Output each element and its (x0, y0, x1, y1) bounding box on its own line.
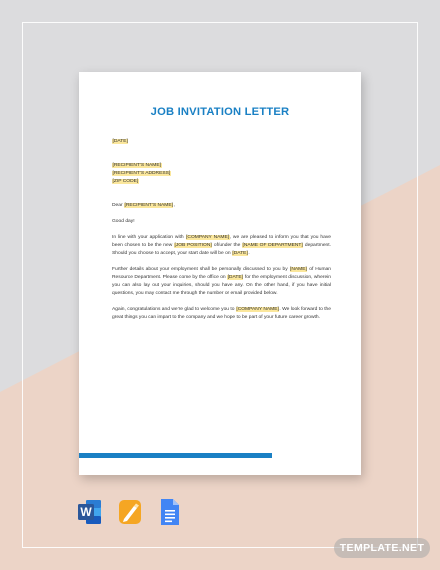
pages-icon[interactable] (118, 498, 142, 526)
zip-code-line (112, 178, 331, 186)
hr-name-placeholder: [NAME] (290, 267, 307, 272)
recipient-name-placeholder: [RECIPIENT'S NAME] (112, 163, 161, 168)
p1-text-4: department. Should you choose to accept, your start date will be on (112, 243, 331, 256)
p3-text-2: . We look forward to the great things you can impart to the company and we hope to be part of your future career growth. (112, 307, 331, 320)
zip-code-placeholder: [ZIP CODE] (112, 179, 139, 184)
paragraph-closing (112, 306, 331, 322)
google-docs-icon[interactable] (160, 498, 180, 526)
paragraph-details (112, 266, 331, 298)
p2-text-3: for the employment discussion, wherein you can also lay out your inquiries, should you have any. On the other hand, if you have initial questions, you may contact me through the number or email provided below. (112, 275, 331, 296)
word-icon-letter: W (80, 505, 92, 519)
company-name-placeholder: [COMPANY NAME] (186, 235, 230, 240)
p2-text-2: of Human Resource Department. Please come by the office on (112, 267, 331, 280)
letter-date-line (112, 138, 331, 146)
letter-body (112, 138, 331, 322)
salutation (112, 202, 331, 210)
letter-document (79, 72, 361, 475)
greeting: Good day! (112, 219, 135, 224)
job-position-placeholder: [JOB POSITION] (174, 243, 212, 248)
word-icon[interactable] (78, 498, 102, 526)
salutation-name-placeholder: [RECIPIENT'S NAME] (124, 203, 173, 208)
company-name-placeholder-2: [COMPANY NAME] (236, 307, 279, 312)
start-date-placeholder: [DATE] (232, 251, 248, 256)
p1-text-3: of/under the (212, 243, 242, 248)
p3-text-1: Again, congratulations and we’re glad to welcome you to (112, 307, 236, 312)
meeting-date-placeholder: [DATE] (227, 275, 243, 280)
recipient-address-placeholder: [RECIPIENT'S ADDRESS] (112, 171, 171, 176)
paragraph-offer (112, 234, 331, 258)
date-placeholder: [DATE] (112, 139, 128, 144)
salutation-prefix: Dear (112, 203, 124, 208)
p1-text-1: In line with your application with (112, 235, 186, 240)
salutation-suffix: , (173, 203, 175, 208)
recipient-name-line (112, 162, 331, 170)
footer-accent-bar (79, 453, 272, 458)
letter-title: JOB INVITATION LETTER (150, 106, 290, 118)
department-placeholder: [NAME OF DEPARTMENT] (242, 243, 303, 248)
recipient-address-line (112, 170, 331, 178)
brand-watermark[interactable]: TEMPLATE.NET (334, 538, 430, 558)
p1-text-2: , we are pleased to inform you that you have been chosen to be the new (112, 235, 331, 248)
p1-text-5: . (248, 251, 250, 256)
p2-text-1: Further details about your employment shall be personally discussed to you by (112, 267, 290, 272)
